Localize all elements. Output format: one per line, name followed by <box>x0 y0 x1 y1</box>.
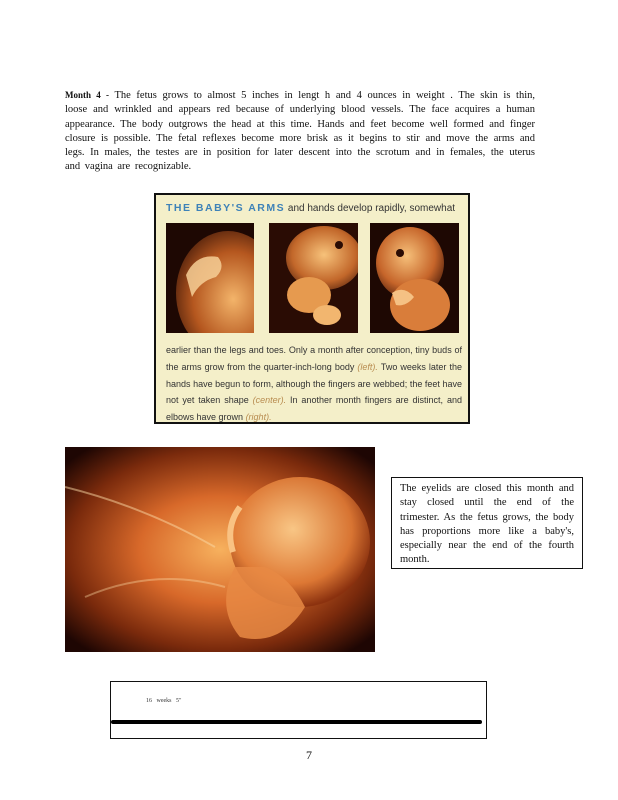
figure-heading-rest: and hands develop rapidly, somewhat <box>287 203 456 214</box>
caption-part-1: earlier than the legs and toes. Only a month after conception, tiny buds of the arms grow from the quarter-inch-long body <box>166 345 462 372</box>
side-note-text: The eyelids are closed this month and stay closed until the end of the trimester. As the fetus grows, the body has proportions more like a baby's, especially near the end of the fourth month. <box>400 483 574 566</box>
intro-lead: Month 4 - <box>65 90 110 100</box>
figure-caption <box>166 342 462 426</box>
eyelids-note-box <box>391 477 583 569</box>
caption-part-3: In another month fingers are distinct, and elbows have grown <box>166 395 462 423</box>
figure-heading <box>166 202 455 214</box>
timeline-label: 16 weeks 5" <box>146 698 182 704</box>
caption-part-2: Two weeks later the hands have begun to form, although the fingers are webbed; the feet have not yet taken shape <box>166 361 462 406</box>
babys-arms-figure <box>154 193 470 424</box>
arm-bud-photo-left <box>166 223 254 333</box>
intro-paragraph <box>65 88 535 175</box>
elbow-photo-right <box>370 223 459 333</box>
figure-title: THE BABY'S ARMS <box>166 202 286 214</box>
page-number: 7 <box>306 748 312 762</box>
development-timeline <box>110 681 487 739</box>
fetus-16-weeks-photo <box>65 447 375 652</box>
caption-center-ref: (center). <box>252 395 287 406</box>
timeline-bar <box>111 720 482 724</box>
caption-left-ref: (left). <box>357 361 378 372</box>
caption-right-ref: (right). <box>245 412 272 423</box>
hand-forming-photo-center <box>269 223 358 333</box>
intro-body: The fetus grows to almost 5 inches in lengt h and 4 ounces in weight . The skin is thin, loose and wrinkled and appears red because of underlying blood vessels. The face acquires a human appearance. The body outgrows the head at this time. Hands and feet become well formed and finger closure is possible. The fetal reflexes become more brisk as it begins to stir and move the arms and legs. In males, the testes are in position for later descent into the scrotum and in females, the uterus and vagina are recognizable. <box>65 90 536 173</box>
